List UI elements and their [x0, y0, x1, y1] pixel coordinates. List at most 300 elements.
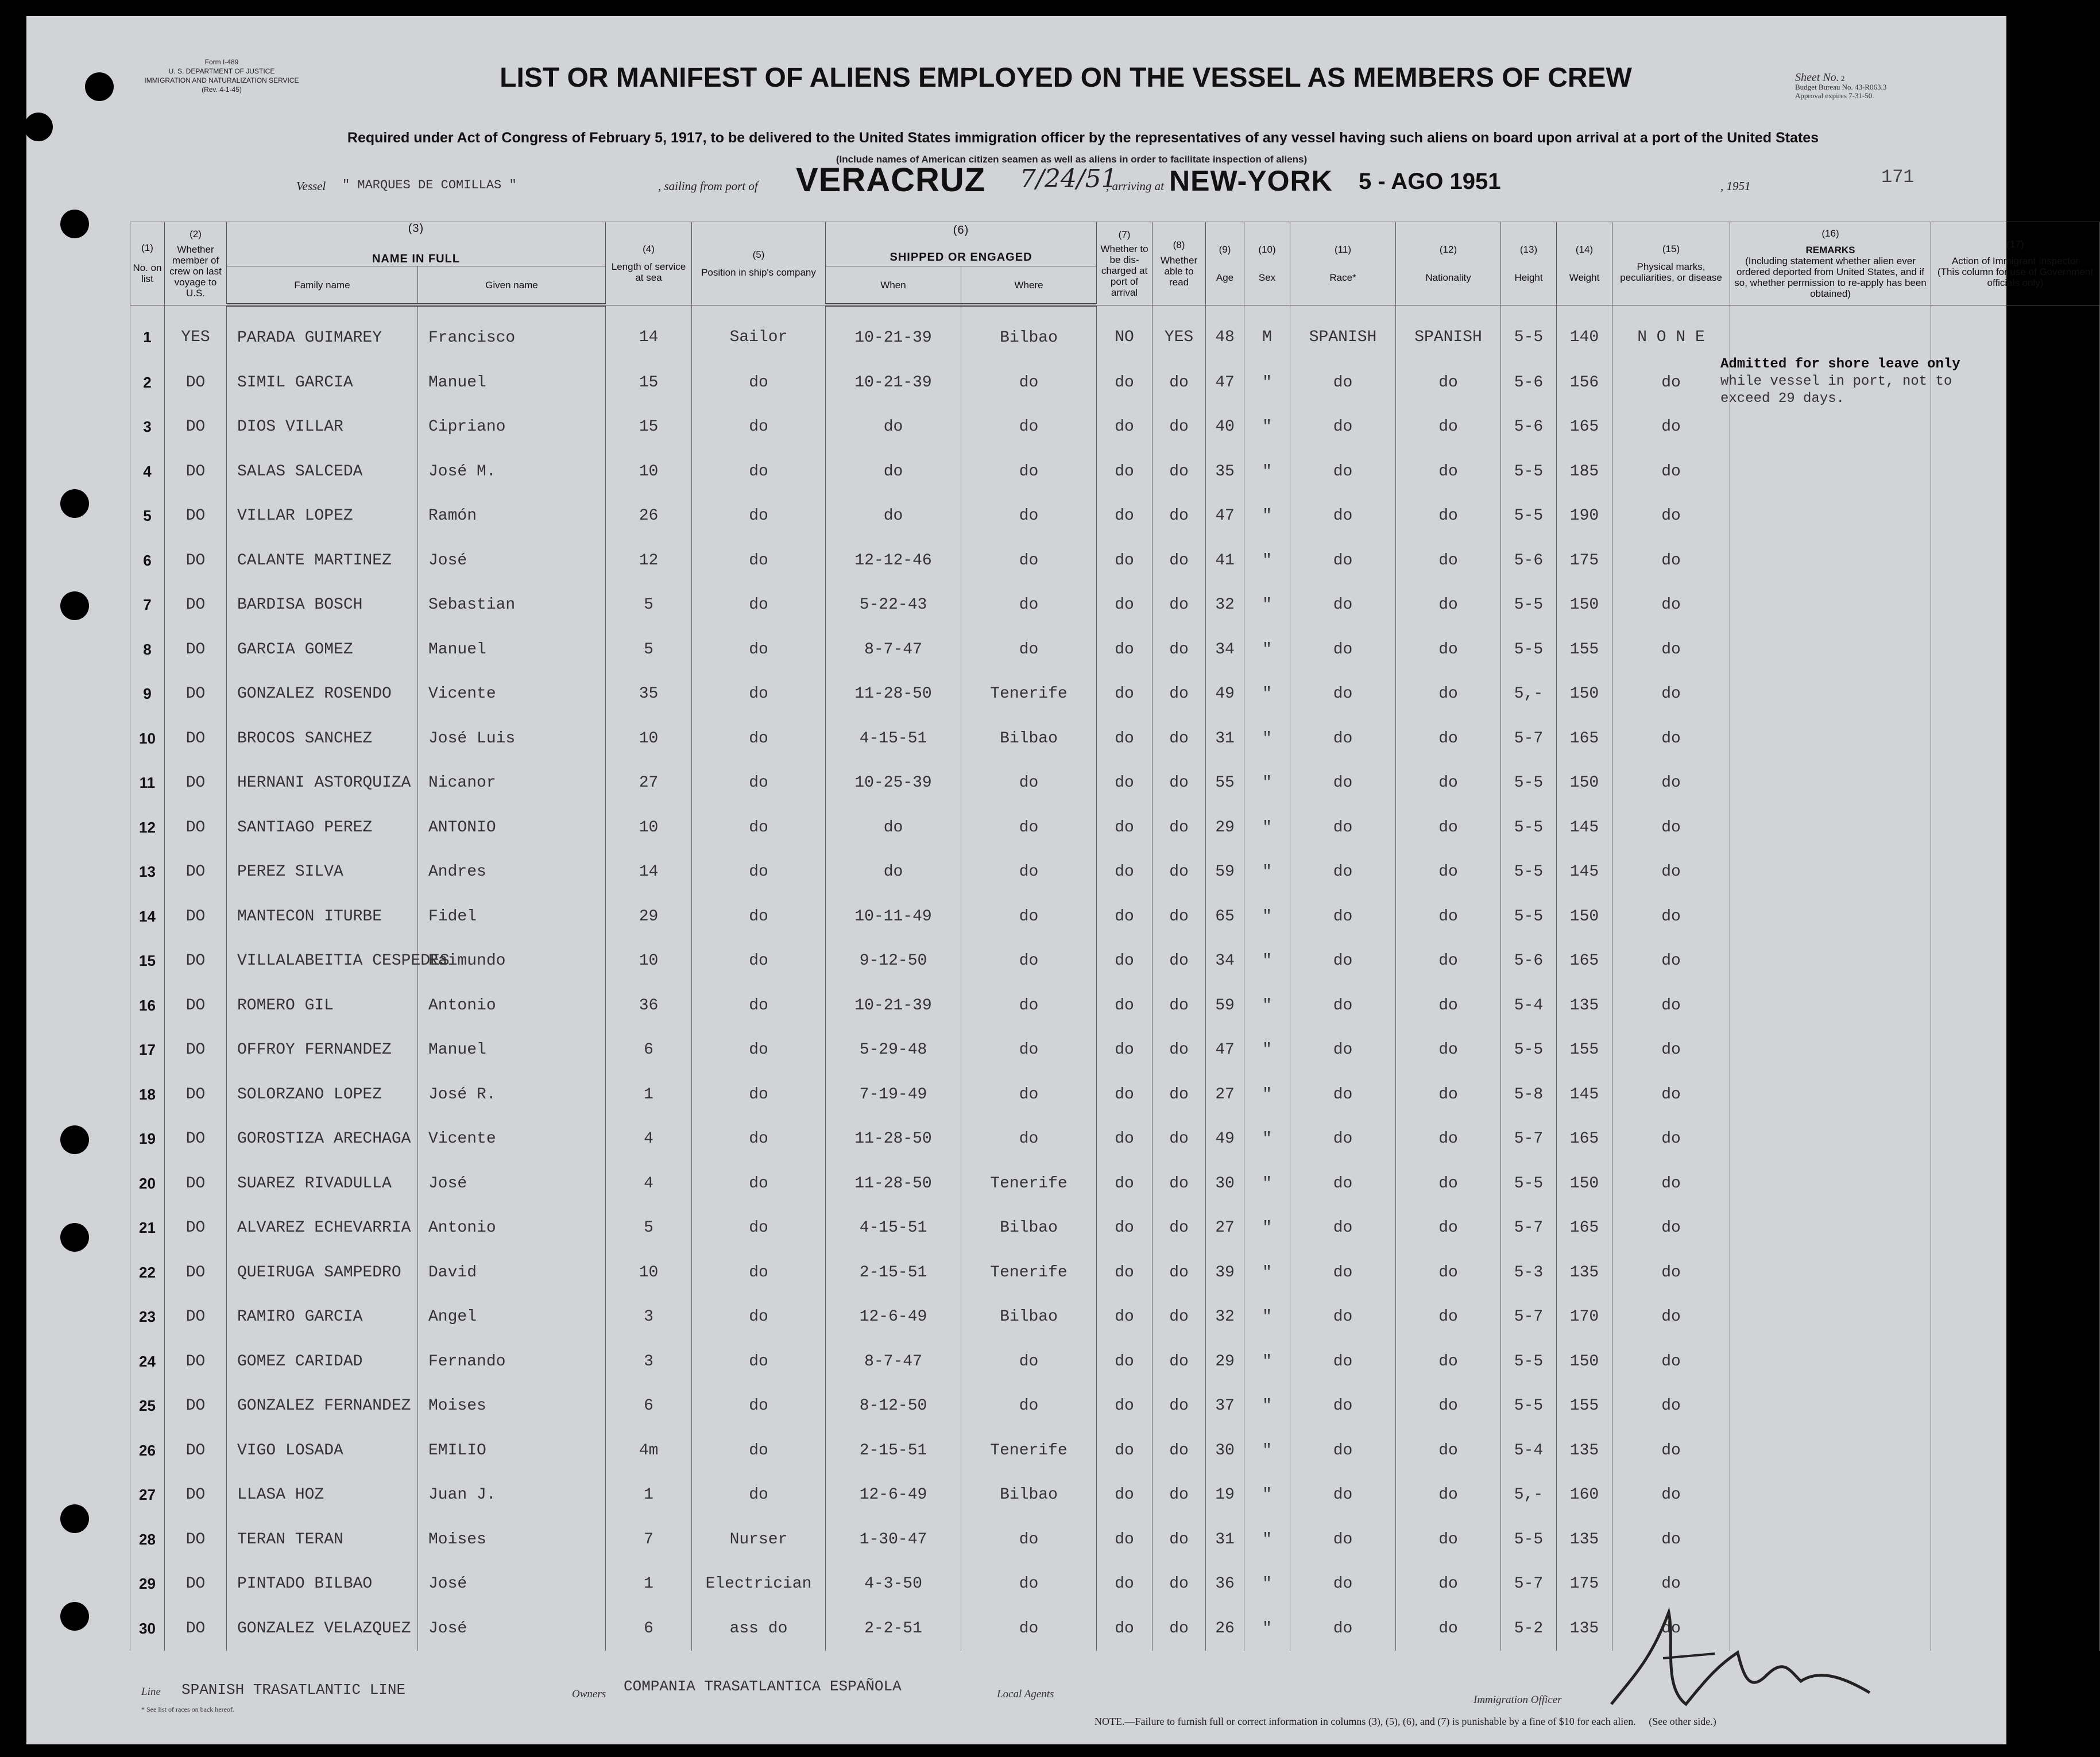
sex: " — [1244, 1518, 1290, 1562]
weight: 155 — [1557, 1384, 1612, 1429]
length-of-service: 26 — [606, 494, 692, 539]
sex: " — [1244, 494, 1290, 539]
race: do — [1290, 850, 1396, 895]
family-name: SOLORZANO LOPEZ — [227, 1073, 418, 1117]
punch-hole — [60, 1602, 89, 1631]
nationality: do — [1396, 1473, 1501, 1518]
row-number: 12 — [130, 806, 165, 850]
sex: " — [1244, 806, 1290, 850]
shipped-when: do — [826, 405, 961, 450]
action-cell — [1931, 806, 2100, 850]
nationality: do — [1396, 1117, 1501, 1162]
ship-position: do — [692, 1028, 826, 1073]
physical-marks: do — [1612, 1384, 1730, 1429]
sex: " — [1244, 1473, 1290, 1518]
height: 5,- — [1501, 672, 1557, 717]
physical-marks: do — [1612, 628, 1730, 672]
action-cell — [1931, 628, 2100, 672]
crew-last-voyage: DO — [165, 1117, 227, 1162]
ship-position: do — [692, 850, 826, 895]
height: 5-5 — [1501, 1340, 1557, 1384]
nationality: do — [1396, 1295, 1501, 1340]
shipped-where: Bilbao — [961, 717, 1097, 761]
height: 5-5 — [1501, 1518, 1557, 1562]
race: do — [1290, 1295, 1396, 1340]
shipped-where: do — [961, 850, 1097, 895]
table-row — [130, 1473, 2100, 1518]
shipped-when: 10-21-39 — [826, 984, 961, 1028]
sex: " — [1244, 628, 1290, 672]
remarks-cell — [1730, 939, 1931, 984]
weight: 190 — [1557, 494, 1612, 539]
weight: 160 — [1557, 1473, 1612, 1518]
given-name: Fernando — [418, 1340, 606, 1384]
nationality: do — [1396, 1384, 1501, 1429]
inspector-signature — [1600, 1589, 1887, 1721]
crew-manifest-table — [130, 222, 2100, 1651]
remarks-cell — [1730, 1473, 1931, 1518]
line-label: Line — [141, 1686, 161, 1698]
nationality: do — [1396, 1028, 1501, 1073]
weight: 135 — [1557, 984, 1612, 1028]
height: 5-4 — [1501, 984, 1557, 1028]
age: 32 — [1206, 583, 1244, 628]
sex: " — [1244, 450, 1290, 494]
row-number: 15 — [130, 939, 165, 984]
height: 5-6 — [1501, 361, 1557, 405]
given-name: Manuel — [418, 361, 606, 405]
row-number: 8 — [130, 628, 165, 672]
action-cell — [1931, 1518, 2100, 1562]
shipped-when: 2-15-51 — [826, 1251, 961, 1295]
action-cell — [1931, 1607, 2100, 1651]
age: 32 — [1206, 1295, 1244, 1340]
able-to-read: YES — [1153, 305, 1206, 361]
weight: 150 — [1557, 895, 1612, 939]
table-row — [130, 806, 2100, 850]
col-name-header: (3) NAME IN FULL — [227, 222, 606, 266]
length-of-service: 10 — [606, 939, 692, 984]
table-row — [130, 895, 2100, 939]
shipped-when: 12-6-49 — [826, 1473, 961, 1518]
shipped-where: do — [961, 1518, 1097, 1562]
shipped-when: 12-12-46 — [826, 539, 961, 583]
nationality: do — [1396, 1162, 1501, 1206]
shipped-where: do — [961, 1028, 1097, 1073]
able-to-read: do — [1153, 405, 1206, 450]
row-number: 28 — [130, 1518, 165, 1562]
length-of-service: 10 — [606, 1251, 692, 1295]
discharged: do — [1097, 1340, 1153, 1384]
age: 49 — [1206, 1117, 1244, 1162]
table-row — [130, 628, 2100, 672]
shipped-where: Bilbao — [961, 305, 1097, 361]
family-name: CALANTE MARTINEZ — [227, 539, 418, 583]
action-cell — [1931, 984, 2100, 1028]
race: do — [1290, 539, 1396, 583]
height: 5,- — [1501, 1473, 1557, 1518]
length-of-service: 1 — [606, 1473, 692, 1518]
row-number: 26 — [130, 1429, 165, 1473]
discharged: do — [1097, 361, 1153, 405]
remarks-cell — [1730, 1162, 1931, 1206]
crew-last-voyage: DO — [165, 1518, 227, 1562]
age: 35 — [1206, 450, 1244, 494]
shipped-when: 8-7-47 — [826, 1340, 961, 1384]
given-name: Andres — [418, 850, 606, 895]
family-name: BARDISA BOSCH — [227, 583, 418, 628]
punch-hole — [60, 489, 89, 518]
height: 5-7 — [1501, 1206, 1557, 1251]
ship-position: do — [692, 1073, 826, 1117]
shipped-when: 11-28-50 — [826, 1162, 961, 1206]
family-name: VILLALABEITIA CESPEDES — [227, 939, 418, 984]
port-of-departure: VERACRUZ — [796, 161, 986, 199]
row-number: 20 — [130, 1162, 165, 1206]
age: 59 — [1206, 984, 1244, 1028]
given-name: Vicente — [418, 1117, 606, 1162]
physical-marks: do — [1612, 494, 1730, 539]
action-cell — [1931, 939, 2100, 984]
weight: 135 — [1557, 1607, 1612, 1651]
action-cell — [1931, 1162, 2100, 1206]
action-cell — [1931, 539, 2100, 583]
height: 5-7 — [1501, 1562, 1557, 1607]
shipped-where: Bilbao — [961, 1473, 1097, 1518]
remarks-cell — [1730, 494, 1931, 539]
shipped-where: Tenerife — [961, 672, 1097, 717]
see-other-side: (See other side.) — [1649, 1716, 1716, 1727]
owners-name: COMPANIA TRASATLANTICA ESPAÑOLA — [624, 1678, 902, 1695]
nationality: do — [1396, 1562, 1501, 1607]
remarks-cell — [1730, 984, 1931, 1028]
sex: " — [1244, 1340, 1290, 1384]
shipped-when: 4-15-51 — [826, 717, 961, 761]
shipped-when: 5-22-43 — [826, 583, 961, 628]
race: do — [1290, 895, 1396, 939]
weight: 175 — [1557, 539, 1612, 583]
length-of-service: 36 — [606, 984, 692, 1028]
physical-marks: N O N E — [1612, 305, 1730, 361]
col-nationality-header: (12) Nationality — [1396, 222, 1501, 305]
punch-hole — [60, 1504, 89, 1533]
note-label: NOTE. — [1095, 1716, 1125, 1727]
arrival-date-stamp: 5 - AGO 1951 — [1359, 169, 1501, 194]
document-title: LIST OR MANIFEST OF ALIENS EMPLOYED ON THE VESSEL AS MEMBERS OF CREW — [500, 63, 1632, 93]
given-name: José M. — [418, 450, 606, 494]
given-name: David — [418, 1251, 606, 1295]
shipped-where: do — [961, 361, 1097, 405]
col-height-header: (13) Height — [1501, 222, 1557, 305]
document-subtitle: Required under Act of Congress of February 5, 1917, to be delivered to the United States immigration officer by the representatives of any vessel having such aliens on board upon arrival at a port of the United States — [347, 130, 1819, 146]
family-name: ROMERO GIL — [227, 984, 418, 1028]
able-to-read: do — [1153, 806, 1206, 850]
family-name: RAMIRO GARCIA — [227, 1295, 418, 1340]
vessel-name: " MARQUES DE COMILLAS " — [342, 178, 517, 192]
shipped-when: do — [826, 494, 961, 539]
shipped-where: do — [961, 761, 1097, 806]
ship-position: do — [692, 539, 826, 583]
remarks-cell — [1730, 1117, 1931, 1162]
row-number: 9 — [130, 672, 165, 717]
length-of-service: 10 — [606, 450, 692, 494]
race: do — [1290, 1518, 1396, 1562]
family-name: SUAREZ RIVADULLA — [227, 1162, 418, 1206]
shipped-where: do — [961, 1073, 1097, 1117]
family-name: ALVAREZ ECHEVARRIA — [227, 1206, 418, 1251]
weight: 165 — [1557, 405, 1612, 450]
table-row — [130, 405, 2100, 450]
length-of-service: 5 — [606, 583, 692, 628]
crew-last-voyage: DO — [165, 1206, 227, 1251]
nationality: do — [1396, 1206, 1501, 1251]
shipped-when: 10-21-39 — [826, 361, 961, 405]
family-name: OFFROY FERNANDEZ — [227, 1028, 418, 1073]
table-row — [130, 1295, 2100, 1340]
weight: 145 — [1557, 1073, 1612, 1117]
height: 5-5 — [1501, 305, 1557, 361]
physical-marks: do — [1612, 450, 1730, 494]
physical-marks: do — [1612, 984, 1730, 1028]
sex: " — [1244, 1162, 1290, 1206]
race: do — [1290, 450, 1396, 494]
able-to-read: do — [1153, 494, 1206, 539]
nationality: do — [1396, 1429, 1501, 1473]
action-cell — [1931, 405, 2100, 450]
shipped-where: do — [961, 1340, 1097, 1384]
race: do — [1290, 1340, 1396, 1384]
shipped-when: 2-2-51 — [826, 1607, 961, 1651]
family-name: DIOS VILLAR — [227, 405, 418, 450]
ship-position: Sailor — [692, 305, 826, 361]
crew-last-voyage: DO — [165, 1028, 227, 1073]
nationality: do — [1396, 583, 1501, 628]
sex: " — [1244, 1073, 1290, 1117]
given-name: Sebastian — [418, 583, 606, 628]
given-name: Angel — [418, 1295, 606, 1340]
action-cell — [1931, 1562, 2100, 1607]
sheet-number-block — [1795, 73, 1939, 100]
shipped-where: Tenerife — [961, 1162, 1097, 1206]
shipped-when: 9-12-50 — [826, 939, 961, 984]
given-name: José R. — [418, 1073, 606, 1117]
able-to-read: do — [1153, 1117, 1206, 1162]
service: IMMIGRATION AND NATURALIZATION SERVICE — [144, 76, 299, 84]
crew-last-voyage: DO — [165, 1607, 227, 1651]
table-row — [130, 583, 2100, 628]
crew-last-voyage: DO — [165, 628, 227, 672]
race: do — [1290, 405, 1396, 450]
row-number: 13 — [130, 850, 165, 895]
discharged: do — [1097, 1518, 1153, 1562]
ship-position: do — [692, 672, 826, 717]
sex: " — [1244, 850, 1290, 895]
height: 5-5 — [1501, 761, 1557, 806]
age: 26 — [1206, 1607, 1244, 1651]
page-number: 171 — [1881, 167, 1915, 188]
table-row — [130, 761, 2100, 806]
crew-last-voyage: DO — [165, 761, 227, 806]
shipped-when: do — [826, 806, 961, 850]
form-identification — [101, 57, 342, 94]
race: do — [1290, 1607, 1396, 1651]
row-number: 23 — [130, 1295, 165, 1340]
crew-last-voyage: DO — [165, 672, 227, 717]
ship-position: do — [692, 1473, 826, 1518]
age: 47 — [1206, 494, 1244, 539]
age: 27 — [1206, 1073, 1244, 1117]
races-note: * See list of races on back hereof. — [141, 1705, 234, 1713]
length-of-service: 6 — [606, 1028, 692, 1073]
race: SPANISH — [1290, 305, 1396, 361]
row-number: 2 — [130, 361, 165, 405]
ship-position: do — [692, 405, 826, 450]
discharged: do — [1097, 1607, 1153, 1651]
sheet-value: 2 — [1840, 74, 1845, 83]
age: 47 — [1206, 1028, 1244, 1073]
row-number: 22 — [130, 1251, 165, 1295]
family-name: GOROSTIZA ARECHAGA — [227, 1117, 418, 1162]
race: do — [1290, 806, 1396, 850]
given-name: José — [418, 1607, 606, 1651]
physical-marks: do — [1612, 1073, 1730, 1117]
ship-position: ass do — [692, 1607, 826, 1651]
height: 5-5 — [1501, 1028, 1557, 1073]
physical-marks: do — [1612, 539, 1730, 583]
col-family-name-header: Family name — [227, 266, 418, 305]
nationality: do — [1396, 405, 1501, 450]
length-of-service: 10 — [606, 717, 692, 761]
table-row — [130, 1518, 2100, 1562]
discharged: do — [1097, 984, 1153, 1028]
physical-marks: do — [1612, 1028, 1730, 1073]
height: 5-5 — [1501, 494, 1557, 539]
crew-last-voyage: DO — [165, 539, 227, 583]
discharged: do — [1097, 628, 1153, 672]
race: do — [1290, 1028, 1396, 1073]
row-number: 3 — [130, 405, 165, 450]
length-of-service: 1 — [606, 1073, 692, 1117]
sex: " — [1244, 1607, 1290, 1651]
weight: 150 — [1557, 583, 1612, 628]
height: 5-8 — [1501, 1073, 1557, 1117]
ship-position: do — [692, 1251, 826, 1295]
nationality: do — [1396, 850, 1501, 895]
length-of-service: 3 — [606, 1340, 692, 1384]
age: 34 — [1206, 628, 1244, 672]
shipped-where: do — [961, 806, 1097, 850]
able-to-read: do — [1153, 672, 1206, 717]
crew-last-voyage: DO — [165, 1251, 227, 1295]
discharged: do — [1097, 450, 1153, 494]
shipped-when: 4-15-51 — [826, 1206, 961, 1251]
length-of-service: 5 — [606, 628, 692, 672]
table-row — [130, 939, 2100, 984]
physical-marks: do — [1612, 761, 1730, 806]
weight: 150 — [1557, 672, 1612, 717]
punch-hole — [60, 591, 89, 620]
physical-marks: do — [1612, 1429, 1730, 1473]
nationality: do — [1396, 450, 1501, 494]
given-name: Juan J. — [418, 1473, 606, 1518]
discharged: do — [1097, 1073, 1153, 1117]
punch-hole — [60, 210, 89, 238]
physical-marks: do — [1612, 1562, 1730, 1607]
able-to-read: do — [1153, 1028, 1206, 1073]
weight: 165 — [1557, 1117, 1612, 1162]
table-row — [130, 1162, 2100, 1206]
crew-last-voyage: DO — [165, 1073, 227, 1117]
ship-position: do — [692, 895, 826, 939]
sex: M — [1244, 305, 1290, 361]
shipped-when: 11-28-50 — [826, 672, 961, 717]
race: do — [1290, 494, 1396, 539]
table-row — [130, 984, 2100, 1028]
action-cell — [1931, 1429, 2100, 1473]
age: 49 — [1206, 672, 1244, 717]
weight: 155 — [1557, 628, 1612, 672]
physical-marks: do — [1612, 361, 1730, 405]
action-cell — [1931, 1206, 2100, 1251]
shipped-where: do — [961, 494, 1097, 539]
ship-position: do — [692, 1162, 826, 1206]
able-to-read: do — [1153, 850, 1206, 895]
nationality: do — [1396, 895, 1501, 939]
given-name: Antonio — [418, 984, 606, 1028]
height: 5-5 — [1501, 895, 1557, 939]
action-cell — [1931, 583, 2100, 628]
shipped-when: 11-28-50 — [826, 1117, 961, 1162]
length-of-service: 14 — [606, 850, 692, 895]
physical-marks: do — [1612, 1518, 1730, 1562]
discharged: do — [1097, 583, 1153, 628]
weight: 150 — [1557, 761, 1612, 806]
able-to-read: do — [1153, 1206, 1206, 1251]
family-name: PEREZ SILVA — [227, 850, 418, 895]
col-action-header: (17) Action of Immigrant Inspector (This column for use of Government officials only) — [1931, 222, 2100, 305]
sex: " — [1244, 717, 1290, 761]
action-cell — [1931, 717, 2100, 761]
given-name: Manuel — [418, 628, 606, 672]
crew-last-voyage: DO — [165, 361, 227, 405]
ship-position: Nurser — [692, 1518, 826, 1562]
nationality: do — [1396, 806, 1501, 850]
table-row — [130, 1028, 2100, 1073]
row-number: 17 — [130, 1028, 165, 1073]
family-name: SALAS SALCEDA — [227, 450, 418, 494]
discharged: do — [1097, 539, 1153, 583]
sex: " — [1244, 1384, 1290, 1429]
able-to-read: do — [1153, 761, 1206, 806]
table-row — [130, 1340, 2100, 1384]
race: do — [1290, 761, 1396, 806]
nationality: do — [1396, 939, 1501, 984]
family-name: GONZALEZ FERNANDEZ — [227, 1384, 418, 1429]
race: do — [1290, 583, 1396, 628]
shipped-where: do — [961, 1562, 1097, 1607]
able-to-read: do — [1153, 984, 1206, 1028]
height: 5-7 — [1501, 717, 1557, 761]
race: do — [1290, 1206, 1396, 1251]
age: 55 — [1206, 761, 1244, 806]
weight: 145 — [1557, 806, 1612, 850]
row-number: 1 — [130, 305, 165, 361]
physical-marks: do — [1612, 939, 1730, 984]
sex: " — [1244, 895, 1290, 939]
approval-expiry: Approval expires 7-31-50. — [1795, 91, 1874, 100]
port-of-arrival: NEW-YORK — [1169, 165, 1333, 197]
ship-position: do — [692, 583, 826, 628]
